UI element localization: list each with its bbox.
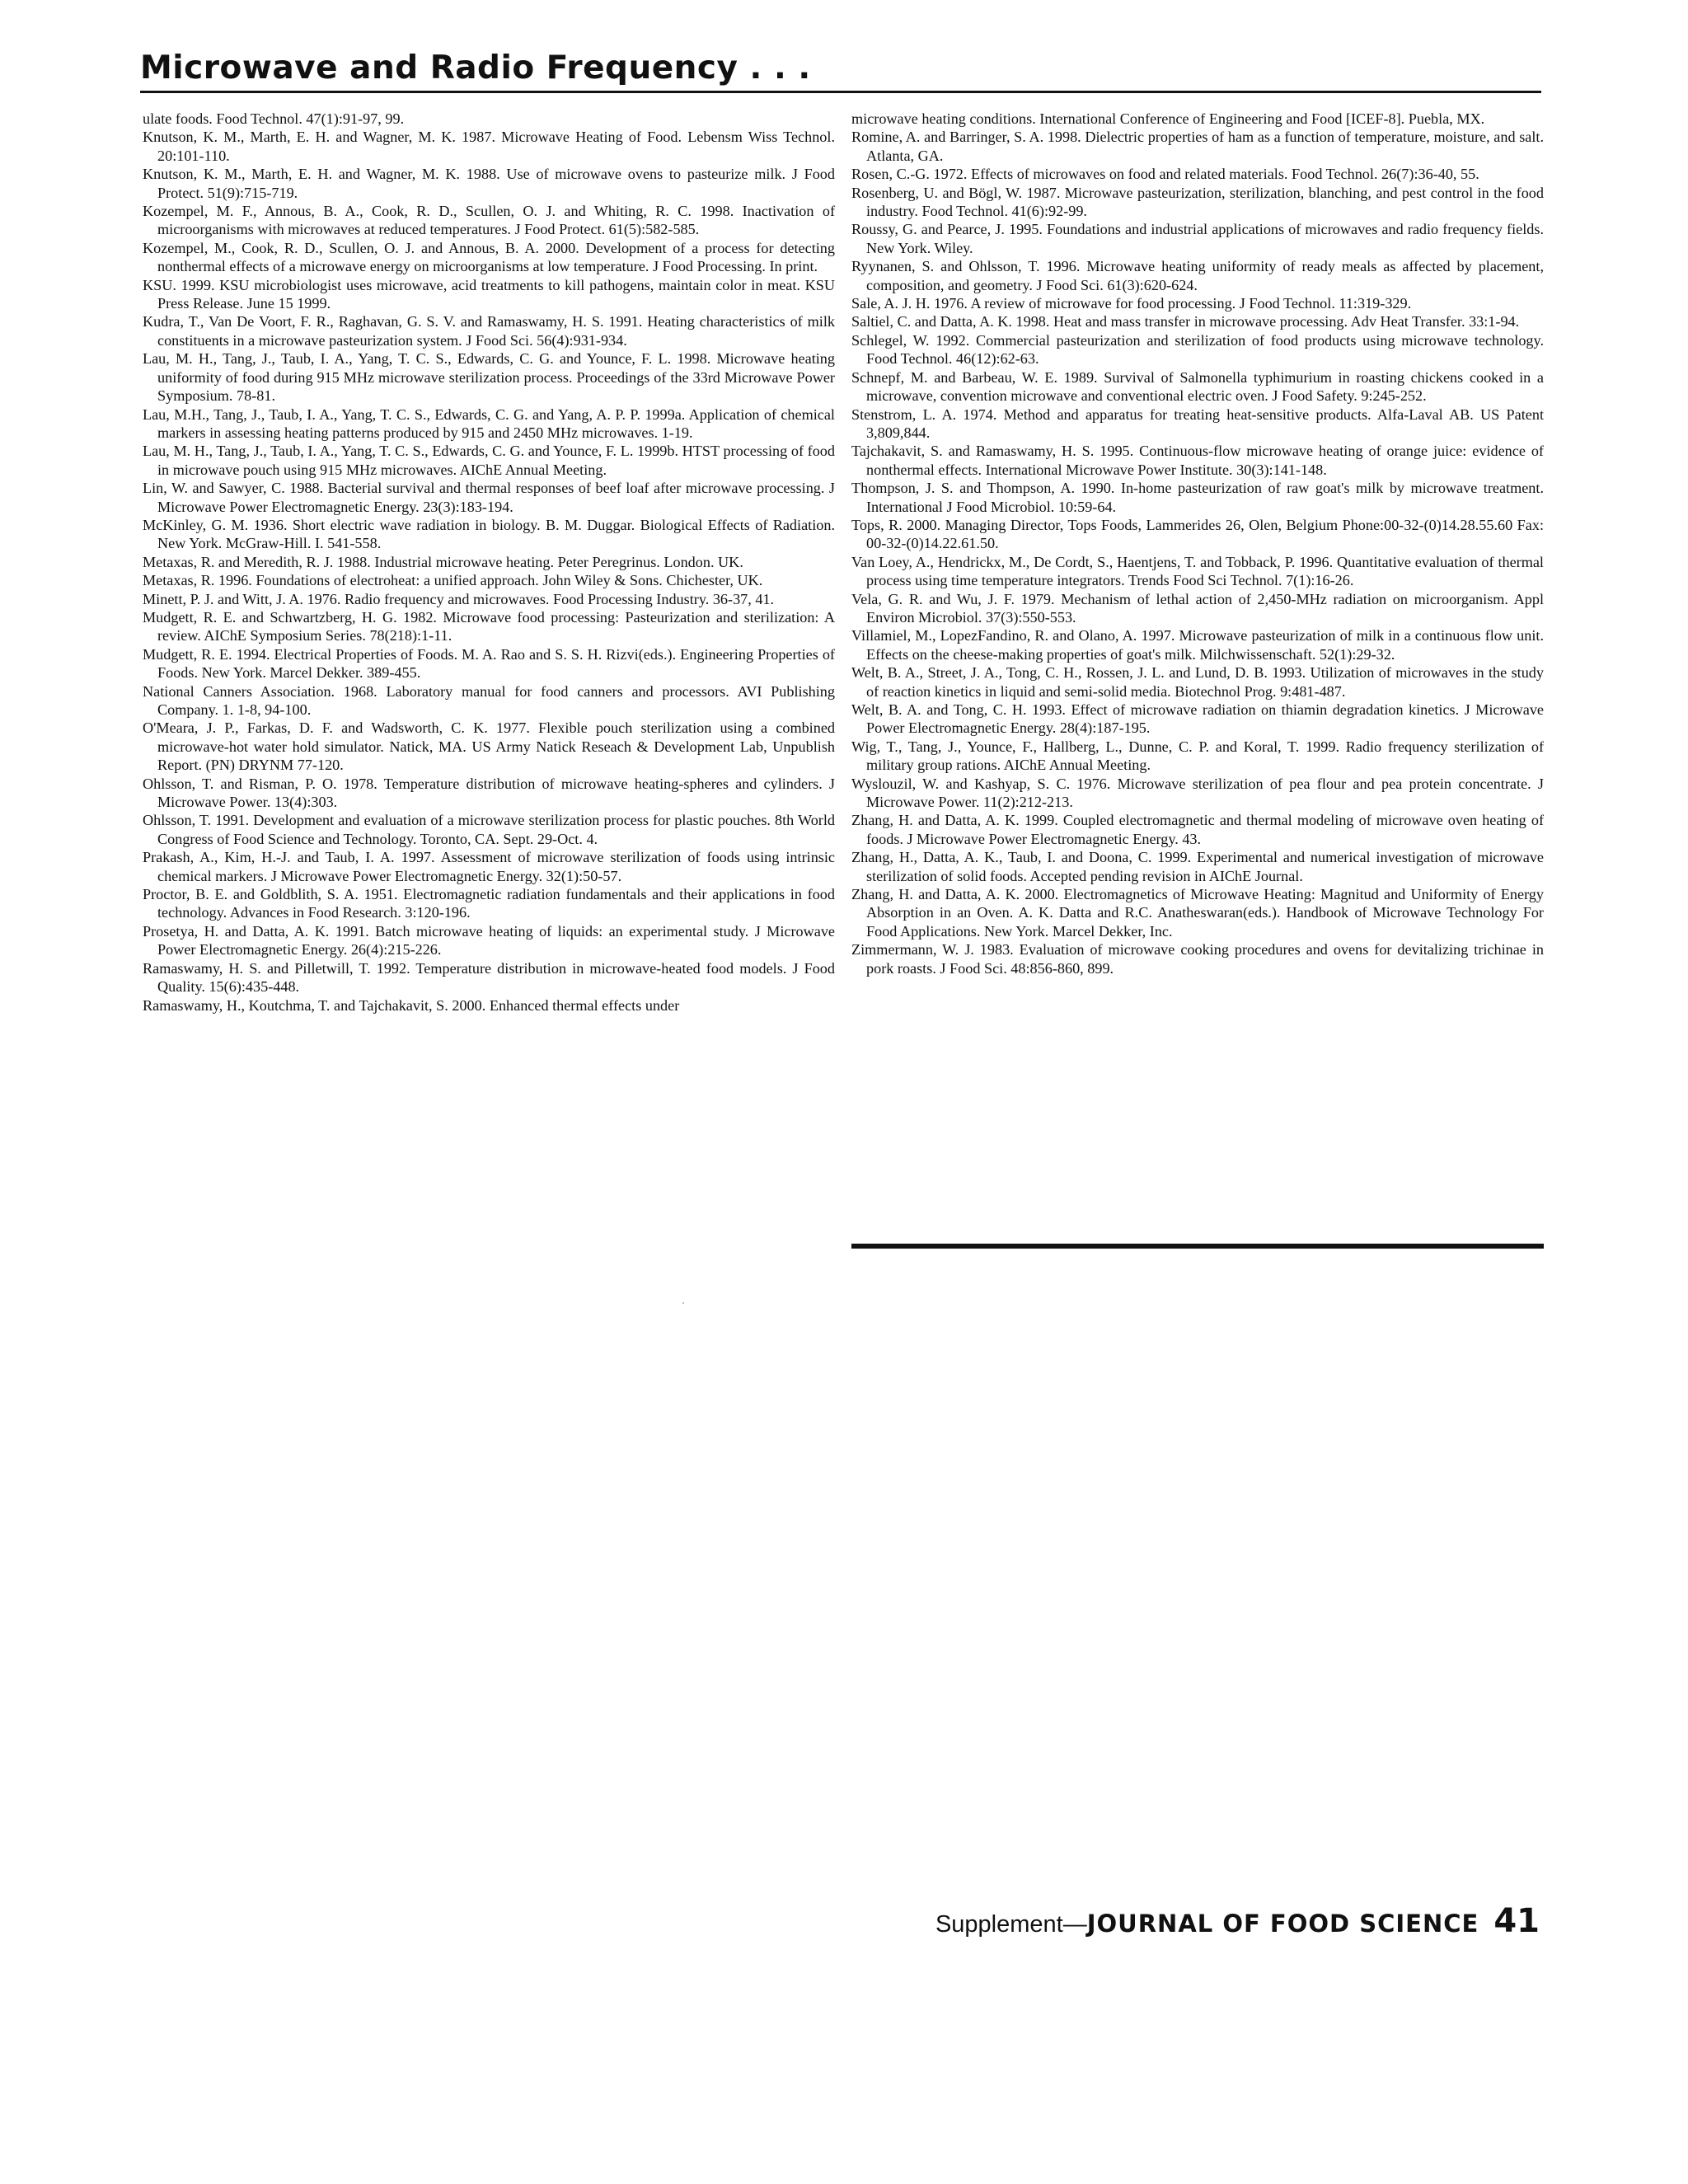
end-of-references-rule — [851, 1244, 1544, 1249]
reference-entry: Zimmermann, W. J. 1983. Evaluation of microwave cooking procedures and ovens for devitalizing trichinae in pork roasts. J Food Sci. 48:856-860, 899. — [851, 941, 1544, 977]
reference-entry: Van Loey, A., Hendrickx, M., De Cordt, S., Haentjens, T. and Tobback, P. 1996. Quantitative evaluation of thermal process using time temperature integrators. Trends Food Sci Technol. 7(1):16-26. — [851, 553, 1544, 589]
reference-entry: Saltiel, C. and Datta, A. K. 1998. Heat and mass transfer in microwave processing. Adv Heat Transfer. 33:1-94. — [851, 313, 1520, 330]
running-title: Microwave and Radio Frequency . . . — [140, 49, 811, 87]
reference-entry: Villamiel, M., LopezFandino, R. and Olano, A. 1997. Microwave pasteurization of milk in a continuous flow unit. Effects on the cheese-making properties of goat's milk. Milchwissenschaft. 52(1):29-32. — [851, 627, 1544, 663]
reference-entry: Proctor, B. E. and Goldblith, S. A. 1951. Electromagnetic radiation fundamentals and their applications in food technology. Advances in Food Research. 3:120-196. — [143, 886, 835, 921]
reference-entry: Vela, G. R. and Wu, J. F. 1979. Mechanism of lethal action of 2,450-MHz radiation on microorganism. Appl Environ Microbiol. 37(3):550-553. — [851, 590, 1544, 626]
reference-entry: Kozempel, M. F., Annous, B. A., Cook, R. D., Scullen, O. J. and Whiting, R. C. 1998. Inactivation of microorganisms with microwaves at reduced temperatures. J Food Protect. 61(5):582-585. — [143, 203, 835, 238]
reference-entry: Tops, R. 2000. Managing Director, Tops Foods, Lammerides 26, Olen, Belgium Phone:00-32-(0)14.28.55.60 Fax: 00-32-(0)14.22.61.50. — [851, 516, 1544, 552]
reference-entry: Lau, M. H., Tang, J., Taub, I. A., Yang, T. C. S., Edwards, C. G. and Younce, F. L. 1999b. HTST processing of food in microwave pouch using 915 MHz microwaves. AIChE Annual Meeting. — [143, 443, 835, 478]
reference-entry: Prosetya, H. and Datta, A. K. 1991. Batch microwave heating of liquids: an experimental study. J Microwave Power Electromagnetic Energy. 26(4):215-226. — [143, 922, 835, 958]
reference-entry: Ohlsson, T. 1991. Development and evaluation of a microwave sterilization process for plastic pouches. 8th World Congress of Food Science and Technology. Toronto, CA. Sept. 29-Oct. 4. — [143, 812, 835, 847]
reference-entry: Minett, P. J. and Witt, J. A. 1976. Radio frequency and microwaves. Food Processing Industry. 36-37, 41. — [143, 590, 775, 607]
reference-entry: Knutson, K. M., Marth, E. H. and Wagner, M. K. 1988. Use of microwave ovens to pasteurize milk. J Food Protect. 51(9):715-719. — [143, 166, 835, 201]
reference-entry: Roussy, G. and Pearce, J. 1995. Foundations and industrial applications of microwaves and radio frequency fields. New York. Wiley. — [851, 221, 1544, 256]
reference-entry: O'Meara, J. P., Farkas, D. F. and Wadsworth, C. K. 1977. Flexible pouch sterilization using a combined microwave-hot water hold simulator. Natick, MA. US Army Natick Reseach & Development Lab, Unpublish Report. (PN) DRYNM 77-120. — [143, 719, 835, 774]
reference-entry: Thompson, J. S. and Thompson, A. 1990. In-home pasteurization of raw goat's milk by microwave treatment. International J Food Microbiol. 10:59-64. — [851, 480, 1544, 515]
reference-entry: Schlegel, W. 1992. Commercial pasteurization and sterilization of food products using microwave technology. Food Technol. 46(12):62-63. — [851, 331, 1544, 368]
reference-entry: Kozempel, M., Cook, R. D., Scullen, O. J. and Annous, B. A. 2000. Development of a process for detecting nonthermal effects of a microwave energy on microorganisms at low temperature. J Food Processing. In print. — [143, 239, 835, 275]
reference-column-left — [143, 110, 835, 1015]
reference-entry: Metaxas, R. 1996. Foundations of electroheat: a unified approach. John Wiley & Sons. Chichester, UK. — [143, 572, 763, 589]
reference-entry: Tajchakavit, S. and Ramaswamy, H. S. 1995. Continuous-flow microwave heating of orange juice: evidence of nonthermal effects. International Microwave Power Institute. 30(3):141-148. — [851, 443, 1544, 478]
reference-entry: Mudgett, R. E. and Schwartzberg, H. G. 1982. Microwave food processing: Pasteurization and sterilization: A review. AIChE Symposium Series. 78(218):1-11. — [143, 608, 835, 644]
page-number: 41 — [1493, 1902, 1540, 1940]
reference-entry: ulate foods. Food Technol. 47(1):91-97, 99. — [143, 110, 405, 127]
reference-entry: Zhang, H. and Datta, A. K. 2000. Electromagnetics of Microwave Heating: Magnitud and Uniformity of Energy Absorption in an Oven. A. K. Datta and R.C. Anatheswaran(eds.). Handbook of Microwave Technology For Food Applications. New York. Marcel Dekker, Inc. — [851, 886, 1544, 940]
reference-entry: Kudra, T., Van De Voort, F. R., Raghavan, G. S. V. and Ramaswamy, H. S. 1991. Heating characteristics of milk constituents in a microwave pasteurization system. J Food Sci. 56(4):931-934. — [143, 313, 835, 349]
reference-entry: Ramaswamy, H. S. and Pilletwill, T. 1992. Temperature distribution in microwave-heated food models. J Food Quality. 15(6):435-448. — [143, 959, 835, 996]
reference-entry: Lin, W. and Sawyer, C. 1988. Bacterial survival and thermal responses of beef loaf after microwave processing. J Microwave Power Electromagnetic Energy. 23(3):183-194. — [143, 480, 835, 515]
reference-entry: Wyslouzil, W. and Kashyap, S. C. 1976. Microwave sterilization of pea flour and pea protein concentrate. J Microwave Power. 11(2):212-213. — [851, 775, 1544, 811]
reference-entry: Romine, A. and Barringer, S. A. 1998. Dielectric properties of ham as a function of temperature, moisture, and salt. Atlanta, GA. — [851, 129, 1544, 164]
reference-entry: Welt, B. A. and Tong, C. H. 1993. Effect of microwave radiation on thiamin degradation kinetics. J Microwave Power Electromagnetic Energy. 28(4):187-195. — [851, 701, 1544, 737]
reference-entry: Welt, B. A., Street, J. A., Tong, C. H., Rossen, J. L. and Lund, D. B. 1993. Utilization of microwaves in the study of reaction kinetics in liquid and semi-solid media. Biotechnol Prog. 9:481-487. — [851, 664, 1544, 700]
reference-entry: Ramaswamy, H., Koutchma, T. and Tajchakavit, S. 2000. Enhanced thermal effects under — [143, 996, 680, 1014]
reference-entry: Schnepf, M. and Barbeau, W. E. 1989. Survival of Salmonella typhimurium in roasting chickens cooked in a microwave, convention microwave and conventional electric oven. J Food Safety. 9:245-252. — [851, 368, 1544, 405]
reference-entry: Wig, T., Tang, J., Younce, F., Hallberg, L., Dunne, C. P. and Koral, T. 1999. Radio frequency sterilization of military group rations. AIChE Annual Meeting. — [851, 738, 1544, 774]
reference-entry: Zhang, H., Datta, A. K., Taub, I. and Doona, C. 1999. Experimental and numerical investigation of microwave sterilization of solid foods. Accepted pending revision in AIChE Journal. — [851, 849, 1544, 884]
reference-entry: microwave heating conditions. International Conference of Engineering and Food [ICEF-8]. Puebla, MX. — [851, 110, 1485, 127]
reference-entry: Lau, M. H., Tang, J., Taub, I. A., Yang, T. C. S., Edwards, C. G. and Younce, F. L. 1998. Microwave heating uniformity of food during 915 MHz microwave sterilization process. Proceedings of the 33rd Microwave Power Symposium. 78-81. — [143, 350, 835, 405]
reference-entry: Rosen, C.-G. 1972. Effects of microwaves on food and related materials. Food Technol. 26(7):36-40, 55. — [851, 166, 1479, 183]
reference-entry: Ryynanen, S. and Ohlsson, T. 1996. Microwave heating uniformity of ready meals as affected by placement, composition, and geometry. J Food Sci. 61(3):620-624. — [851, 258, 1544, 293]
reference-entry: KSU. 1999. KSU microbiologist uses microwave, acid treatments to kill pathogens, maintain color in meat. KSU Press Release. June 15 1999. — [143, 276, 835, 312]
reference-entry: Stenstrom, L. A. 1974. Method and apparatus for treating heat-sensitive products. Alfa-Laval AB. US Patent 3,809,844. — [851, 405, 1544, 441]
reference-entry: McKinley, G. M. 1936. Short electric wave radiation in biology. B. M. Duggar. Biological Effects of Radiation. New York. McGraw-Hill. I. 541-558. — [143, 516, 835, 552]
reference-entry: National Canners Association. 1968. Laboratory manual for food canners and processors. AVI Publishing Company. 1. 1-8, 94-100. — [143, 682, 835, 718]
page-footer — [935, 1902, 1540, 1940]
footer-journal-name: JOURNAL OF FOOD SCIENCE — [1086, 1910, 1479, 1938]
reference-entry: Ohlsson, T. and Risman, P. O. 1978. Temperature distribution of microwave heating-spheres and cylinders. J Microwave Power. 13(4):303. — [143, 775, 835, 811]
header-rule — [140, 91, 1541, 93]
reference-entry: Prakash, A., Kim, H.-J. and Taub, I. A. 1997. Assessment of microwave sterilization of foods using intrinsic chemical markers. J Microwave Power Electromagnetic Energy. 32(1):50-57. — [143, 849, 835, 884]
reference-column-right — [851, 110, 1544, 977]
reference-entry: Mudgett, R. E. 1994. Electrical Properties of Foods. M. A. Rao and S. S. H. Rizvi(eds.). Engineering Properties of Foods. New York. Marcel Dekker. 389-455. — [143, 645, 835, 682]
reference-entry: Zhang, H. and Datta, A. K. 1999. Coupled electromagnetic and thermal modeling of microwave oven heating of foods. J Microwave Power Electromagnetic Energy. 43. — [851, 812, 1544, 847]
reference-entry: Knutson, K. M., Marth, E. H. and Wagner, M. K. 1987. Microwave Heating of Food. Lebensm Wiss Technol. 20:101-110. — [143, 129, 835, 164]
reference-entry: Rosenberg, U. and Bögl, W. 1987. Microwave pasteurization, sterilization, blanching, and pest control in the food industry. Food Technol. 41(6):92-99. — [851, 184, 1544, 220]
reference-entry: Metaxas, R. and Meredith, R. J. 1988. Industrial microwave heating. Peter Peregrinus. London. UK. — [143, 553, 743, 570]
reference-entry: Lau, M.H., Tang, J., Taub, I. A., Yang, T. C. S., Edwards, C. G. and Yang, A. P. P. 1999a. Application of chemical markers in assessing heating patterns produced by 915 and 2450 MHz microwaves. 1-19. — [143, 405, 835, 441]
scan-speck — [682, 1302, 684, 1304]
reference-entry: Sale, A. J. H. 1976. A review of microwave for food processing. J Food Technol. 11:319-329. — [851, 295, 1412, 312]
footer-supplement-label: Supplement— — [935, 1911, 1087, 1938]
